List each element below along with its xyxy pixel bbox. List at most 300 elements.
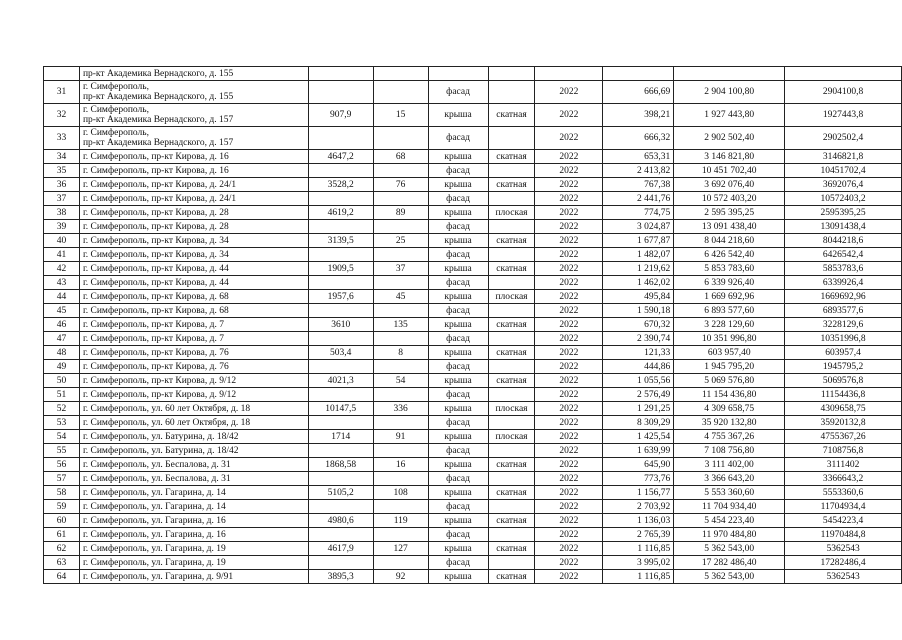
cost-cell: 4 755 367,26: [674, 430, 785, 444]
total-cell: 17282486,4: [785, 556, 902, 570]
area-cell: [308, 164, 373, 178]
flats-count-cell: [373, 304, 428, 318]
roof-type-cell: скатная: [488, 346, 535, 360]
total-cell: 10351996,8: [785, 332, 902, 346]
address-cell: [79, 234, 308, 248]
address-line: г. Симферополь, ул. Беспалова, д. 31: [82, 473, 231, 484]
flats-count-cell: 54: [373, 374, 428, 388]
flats-count-cell: [373, 81, 428, 104]
total-cell: 3692076,4: [785, 178, 902, 192]
area-cell: 4980,6: [308, 514, 373, 528]
area-cell: [308, 416, 373, 430]
element-cell: крыша: [428, 262, 488, 276]
roof-type-cell: скатная: [488, 234, 535, 248]
address-cell: [79, 127, 308, 150]
cost-cell: 10 572 403,20: [674, 192, 785, 206]
total-cell: 3111402: [785, 458, 902, 472]
year-cell: 2022: [535, 556, 603, 570]
row-number-cell: 50: [44, 374, 80, 388]
address-cell: [79, 304, 308, 318]
address-cell: [79, 402, 308, 416]
address-line: пр-кт Академика Вернадского, д. 157: [82, 138, 234, 148]
area-cell: [308, 444, 373, 458]
year-cell: 2022: [535, 220, 603, 234]
table-row: [44, 234, 902, 248]
table-row: [44, 127, 902, 150]
roof-type-cell: скатная: [488, 374, 535, 388]
flats-count-cell: [373, 127, 428, 150]
roof-type-cell: [488, 276, 535, 290]
row-number-cell: 48: [44, 346, 80, 360]
address-line: г. Симферополь, пр-кт Кирова, д. 9/12: [82, 389, 237, 400]
volume-cell: 1 425,54: [603, 430, 674, 444]
flats-count-cell: 76: [373, 178, 428, 192]
element-cell: крыша: [428, 206, 488, 220]
row-number-cell: 58: [44, 486, 80, 500]
flats-count-cell: [373, 472, 428, 486]
element-cell: фасад: [428, 304, 488, 318]
flats-count-cell: [373, 500, 428, 514]
flats-count-cell: 45: [373, 290, 428, 304]
area-cell: [308, 81, 373, 104]
flats-count-cell: [373, 416, 428, 430]
total-cell: 10572403,2: [785, 192, 902, 206]
area-cell: [308, 220, 373, 234]
row-number-cell: 62: [44, 542, 80, 556]
roof-type-cell: [488, 472, 535, 486]
address-line: г. Симферополь,: [82, 128, 149, 138]
table-row: [44, 430, 902, 444]
area-cell: 3528,2: [308, 178, 373, 192]
table-row: [44, 416, 902, 430]
area-cell: [308, 556, 373, 570]
volume-cell: 121,33: [603, 346, 674, 360]
address-cell: [79, 104, 308, 127]
roof-type-cell: [488, 528, 535, 542]
volume-cell: 2 765,39: [603, 528, 674, 542]
total-cell: 6893577,6: [785, 304, 902, 318]
row-number-cell: 53: [44, 416, 80, 430]
element-cell: крыша: [428, 514, 488, 528]
cost-cell: 3 111 402,00: [674, 458, 785, 472]
volume-cell: 1 219,62: [603, 262, 674, 276]
cost-cell: 1 669 692,96: [674, 290, 785, 304]
roof-type-cell: скатная: [488, 150, 535, 164]
total-cell: 5069576,8: [785, 374, 902, 388]
roof-type-cell: скатная: [488, 486, 535, 500]
row-number-cell: 46: [44, 318, 80, 332]
flats-count-cell: [373, 276, 428, 290]
flats-count-cell: 15: [373, 104, 428, 127]
roof-type-cell: плоская: [488, 430, 535, 444]
flats-count-cell: [373, 164, 428, 178]
address-line: г. Симферополь, пр-кт Кирова, д. 44: [82, 277, 229, 288]
year-cell: 2022: [535, 192, 603, 206]
flats-count-cell: [373, 556, 428, 570]
cost-cell: 11 970 484,80: [674, 528, 785, 542]
volume-cell: 495,84: [603, 290, 674, 304]
address-cell: [79, 346, 308, 360]
row-number-cell: 36: [44, 178, 80, 192]
year-cell: 2022: [535, 290, 603, 304]
cost-cell: 5 069 576,80: [674, 374, 785, 388]
area-cell: 3139,5: [308, 234, 373, 248]
volume-cell: 1 116,85: [603, 542, 674, 556]
element-cell: фасад: [428, 276, 488, 290]
cost-cell: 2 902 502,40: [674, 127, 785, 150]
total-cell: 1669692,96: [785, 290, 902, 304]
volume-cell: 2 390,74: [603, 332, 674, 346]
year-cell: 2022: [535, 388, 603, 402]
row-number-cell: 49: [44, 360, 80, 374]
address-line: г. Симферополь, пр-кт Кирова, д. 9/12: [82, 375, 237, 386]
address-line: г. Симферополь, пр-кт Кирова, д. 68: [82, 291, 229, 302]
total-cell: 11704934,4: [785, 500, 902, 514]
year-cell: 2022: [535, 514, 603, 528]
flats-count-cell: 89: [373, 206, 428, 220]
volume-cell: 767,38: [603, 178, 674, 192]
cost-cell: 10 351 996,80: [674, 332, 785, 346]
year-cell: 2022: [535, 430, 603, 444]
flats-count-cell: 68: [373, 150, 428, 164]
year-cell: 2022: [535, 458, 603, 472]
roof-type-cell: [488, 332, 535, 346]
year-cell: 2022: [535, 360, 603, 374]
row-number-cell: 47: [44, 332, 80, 346]
flats-count-cell: 37: [373, 262, 428, 276]
element-cell: крыша: [428, 290, 488, 304]
element-cell: [428, 67, 488, 81]
address-line: г. Симферополь, ул. Батурина, д. 18/42: [82, 445, 239, 456]
address-line: г. Симферополь, пр-кт Кирова, д. 7: [82, 333, 224, 344]
year-cell: 2022: [535, 500, 603, 514]
area-cell: 4617,9: [308, 542, 373, 556]
year-cell: 2022: [535, 318, 603, 332]
roof-type-cell: скатная: [488, 542, 535, 556]
year-cell: 2022: [535, 164, 603, 178]
cost-cell: 4 309 658,75: [674, 402, 785, 416]
total-cell: 5454223,4: [785, 514, 902, 528]
table-row: [44, 388, 902, 402]
year-cell: 2022: [535, 374, 603, 388]
area-cell: 10147,5: [308, 402, 373, 416]
address-line: пр-кт Академика Вернадского, д. 155: [82, 92, 234, 102]
cost-cell: 3 228 129,60: [674, 318, 785, 332]
total-cell: 10451702,4: [785, 164, 902, 178]
volume-cell: 1 136,03: [603, 514, 674, 528]
flats-count-cell: [373, 388, 428, 402]
table-row: [44, 192, 902, 206]
year-cell: 2022: [535, 304, 603, 318]
flats-count-cell: 91: [373, 430, 428, 444]
address-line: г. Симферополь, пр-кт Кирова, д. 16: [82, 165, 229, 176]
address-cell: [79, 290, 308, 304]
year-cell: 2022: [535, 486, 603, 500]
address-line: г. Симферополь, ул. Гагарина, д. 14: [82, 487, 226, 498]
flats-count-cell: [373, 528, 428, 542]
table-row: [44, 556, 902, 570]
table-row: [44, 458, 902, 472]
flats-count-cell: [373, 220, 428, 234]
volume-cell: 666,69: [603, 81, 674, 104]
total-cell: 7108756,8: [785, 444, 902, 458]
year-cell: 2022: [535, 332, 603, 346]
cost-cell: 10 451 702,40: [674, 164, 785, 178]
roof-type-cell: плоская: [488, 402, 535, 416]
table-row: [44, 262, 902, 276]
address-cell: [79, 81, 308, 104]
roof-type-cell: скатная: [488, 318, 535, 332]
volume-cell: [603, 67, 674, 81]
address-line: г. Симферополь, пр-кт Кирова, д. 24/1: [82, 179, 237, 190]
table-row: [44, 276, 902, 290]
roof-type-cell: плоская: [488, 290, 535, 304]
element-cell: фасад: [428, 556, 488, 570]
row-number-cell: 42: [44, 262, 80, 276]
address-cell: [79, 262, 308, 276]
element-cell: фасад: [428, 248, 488, 262]
flats-count-cell: [373, 444, 428, 458]
row-number-cell: 64: [44, 570, 80, 584]
area-cell: 907,9: [308, 104, 373, 127]
total-cell: 3366643,2: [785, 472, 902, 486]
flats-count-cell: 119: [373, 514, 428, 528]
table-row: [44, 472, 902, 486]
address-line: г. Симферополь, ул. Гагарина, д. 16: [82, 515, 226, 526]
year-cell: 2022: [535, 472, 603, 486]
address-cell: [79, 164, 308, 178]
cost-cell: 17 282 486,40: [674, 556, 785, 570]
total-cell: 2904100,8: [785, 81, 902, 104]
table-row: [44, 332, 902, 346]
year-cell: 2022: [535, 570, 603, 584]
year-cell: 2022: [535, 444, 603, 458]
cost-cell: 5 553 360,60: [674, 486, 785, 500]
area-cell: 1957,6: [308, 290, 373, 304]
table-row: [44, 402, 902, 416]
roof-type-cell: [488, 388, 535, 402]
element-cell: крыша: [428, 430, 488, 444]
element-cell: фасад: [428, 164, 488, 178]
roof-type-cell: [488, 67, 535, 81]
row-number-cell: 37: [44, 192, 80, 206]
address-line: г. Симферополь, пр-кт Кирова, д. 24/1: [82, 193, 237, 204]
roof-type-cell: [488, 500, 535, 514]
address-line: г. Симферополь, ул. 60 лет Октября, д. 18: [82, 417, 251, 428]
table-row: [44, 206, 902, 220]
table-row: [44, 104, 902, 127]
element-cell: фасад: [428, 416, 488, 430]
row-number-cell: 60: [44, 514, 80, 528]
address-cell: [79, 500, 308, 514]
table-row: [44, 178, 902, 192]
year-cell: 2022: [535, 262, 603, 276]
flats-count-cell: [373, 360, 428, 374]
flats-count-cell: 8: [373, 346, 428, 360]
volume-cell: 2 413,82: [603, 164, 674, 178]
address-cell: [79, 318, 308, 332]
total-cell: 3228129,6: [785, 318, 902, 332]
volume-cell: 1 055,56: [603, 374, 674, 388]
year-cell: 2022: [535, 528, 603, 542]
flats-count-cell: 127: [373, 542, 428, 556]
address-line: г. Симферополь, пр-кт Кирова, д. 44: [82, 263, 229, 274]
table-body: [44, 67, 902, 584]
cost-cell: 603 957,40: [674, 346, 785, 360]
year-cell: 2022: [535, 104, 603, 127]
address-line: г. Симферополь, пр-кт Кирова, д. 28: [82, 221, 229, 232]
address-cell: [79, 458, 308, 472]
address-cell: [79, 514, 308, 528]
row-number-cell: 57: [44, 472, 80, 486]
address-cell: [79, 486, 308, 500]
table-row: [44, 360, 902, 374]
cost-cell: 6 893 577,60: [674, 304, 785, 318]
volume-cell: 1 291,25: [603, 402, 674, 416]
area-cell: 4021,3: [308, 374, 373, 388]
table-row: [44, 500, 902, 514]
element-cell: фасад: [428, 444, 488, 458]
address-cell: [79, 248, 308, 262]
element-cell: фасад: [428, 220, 488, 234]
address-line: г. Симферополь, пр-кт Кирова, д. 76: [82, 347, 229, 358]
address-cell: [79, 374, 308, 388]
roof-type-cell: [488, 556, 535, 570]
address-cell: [79, 556, 308, 570]
row-number-cell: 38: [44, 206, 80, 220]
roof-type-cell: скатная: [488, 514, 535, 528]
year-cell: 2022: [535, 127, 603, 150]
address-line: пр-кт Академика Вернадского, д. 157: [82, 115, 234, 125]
volume-cell: 645,90: [603, 458, 674, 472]
year-cell: 2022: [535, 81, 603, 104]
roof-type-cell: [488, 127, 535, 150]
volume-cell: 8 309,29: [603, 416, 674, 430]
row-number-cell: 52: [44, 402, 80, 416]
row-number-cell: 40: [44, 234, 80, 248]
table-row: [44, 514, 902, 528]
area-cell: 4619,2: [308, 206, 373, 220]
row-number-cell: 43: [44, 276, 80, 290]
table-row: [44, 528, 902, 542]
element-cell: фасад: [428, 472, 488, 486]
element-cell: крыша: [428, 458, 488, 472]
cost-cell: 2 904 100,80: [674, 81, 785, 104]
year-cell: 2022: [535, 248, 603, 262]
row-number-cell: 55: [44, 444, 80, 458]
table-row: [44, 150, 902, 164]
row-number-cell: 32: [44, 104, 80, 127]
row-number-cell: 35: [44, 164, 80, 178]
year-cell: 2022: [535, 346, 603, 360]
area-cell: 3610: [308, 318, 373, 332]
address-line: г. Симферополь, ул. Гагарина, д. 19: [82, 557, 226, 568]
roof-type-cell: [488, 192, 535, 206]
year-cell: 2022: [535, 206, 603, 220]
row-number-cell: 56: [44, 458, 80, 472]
volume-cell: 398,21: [603, 104, 674, 127]
address-line: г. Симферополь,: [82, 105, 149, 115]
cost-cell: 1 945 795,20: [674, 360, 785, 374]
roof-type-cell: [488, 304, 535, 318]
total-cell: 6339926,4: [785, 276, 902, 290]
total-cell: 5553360,6: [785, 486, 902, 500]
address-line: г. Симферополь, ул. Гагарина, д. 16: [82, 529, 226, 540]
address-cell: [79, 388, 308, 402]
address-cell: [79, 360, 308, 374]
year-cell: 2022: [535, 150, 603, 164]
total-cell: [785, 67, 902, 81]
address-cell: [79, 206, 308, 220]
volume-cell: 670,32: [603, 318, 674, 332]
element-cell: фасад: [428, 192, 488, 206]
volume-cell: 3 995,02: [603, 556, 674, 570]
cost-cell: 5 853 783,60: [674, 262, 785, 276]
flats-count-cell: [373, 248, 428, 262]
cost-cell: 5 362 543,00: [674, 570, 785, 584]
area-cell: [308, 332, 373, 346]
area-cell: [308, 360, 373, 374]
address-cell: [79, 542, 308, 556]
total-cell: 13091438,4: [785, 220, 902, 234]
cost-cell: 5 362 543,00: [674, 542, 785, 556]
address-line: г. Симферополь, ул. Гагарина, д. 9/91: [82, 571, 234, 582]
total-cell: 8044218,6: [785, 234, 902, 248]
total-cell: 5362543: [785, 542, 902, 556]
roof-type-cell: [488, 416, 535, 430]
year-cell: 2022: [535, 402, 603, 416]
table-row: [44, 81, 902, 104]
element-cell: фасад: [428, 500, 488, 514]
volume-cell: 1 156,77: [603, 486, 674, 500]
table-row: [44, 542, 902, 556]
address-line: пр-кт Академика Вернадского, д. 155: [82, 68, 234, 79]
table-row: [44, 444, 902, 458]
total-cell: 4309658,75: [785, 402, 902, 416]
address-line: г. Симферополь, ул. Батурина, д. 18/42: [82, 431, 239, 442]
flats-count-cell: 25: [373, 234, 428, 248]
roof-type-cell: [488, 248, 535, 262]
total-cell: 2902502,4: [785, 127, 902, 150]
flats-count-cell: 135: [373, 318, 428, 332]
row-number-cell: 33: [44, 127, 80, 150]
address-line: г. Симферополь, пр-кт Кирова, д. 16: [82, 151, 229, 162]
area-cell: [308, 192, 373, 206]
total-cell: 4755367,26: [785, 430, 902, 444]
cost-cell: 1 927 443,80: [674, 104, 785, 127]
roof-type-cell: [488, 360, 535, 374]
address-cell: [79, 276, 308, 290]
address-line: г. Симферополь, ул. Гагарина, д. 19: [82, 543, 226, 554]
element-cell: крыша: [428, 346, 488, 360]
total-cell: 5362543: [785, 570, 902, 584]
element-cell: крыша: [428, 178, 488, 192]
table-row: [44, 486, 902, 500]
cost-cell: 11 154 436,80: [674, 388, 785, 402]
total-cell: 603957,4: [785, 346, 902, 360]
row-number-cell: 34: [44, 150, 80, 164]
cost-cell: 6 339 926,40: [674, 276, 785, 290]
roof-type-cell: скатная: [488, 104, 535, 127]
address-cell: [79, 150, 308, 164]
flats-count-cell: [373, 67, 428, 81]
area-cell: 4647,2: [308, 150, 373, 164]
volume-cell: 1 677,87: [603, 234, 674, 248]
address-line: г. Симферополь, пр-кт Кирова, д. 68: [82, 305, 229, 316]
table-row: [44, 220, 902, 234]
row-number-cell: 61: [44, 528, 80, 542]
volume-cell: 773,76: [603, 472, 674, 486]
